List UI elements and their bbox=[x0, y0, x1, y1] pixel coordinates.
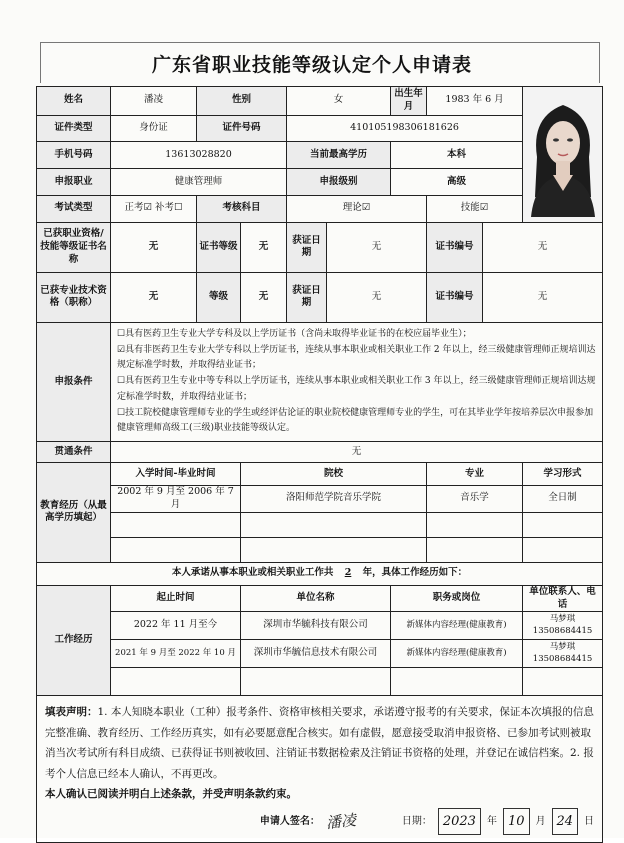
subject-label: 考核科目 bbox=[197, 195, 287, 222]
education-level-value: 本科 bbox=[391, 142, 523, 169]
declaration-body: 1. 本人知晓本职业（工种）报考条件、资格审核相关要求，承诺遵守报考的有关要求，保证本次填报的信息完整准确、教育经历、工作经历真实，如有必要愿意配合核实。如有虚假，愿意接受取消申报资格、已参加考试则被取消当次考试所有科目成绩、已获得证书则被收回、注销证书数据检索及注销证书资格的处理，并登记在诚信档案。2. 报考个人信息已经本人确认，不再更改。 bbox=[45, 706, 594, 780]
gender-label: 性别 bbox=[197, 87, 287, 116]
id-number-value: 410105198306181626 bbox=[287, 115, 523, 142]
work-cell: 马梦琪 13508684415 bbox=[523, 612, 603, 640]
sign-label: 申请人签名： bbox=[259, 815, 320, 827]
title-number-label: 证书编号 bbox=[427, 272, 483, 322]
edu-cell: 洛阳师范学院音乐学院 bbox=[241, 486, 427, 513]
exam-type-value: 正考☑ 补考☐ bbox=[111, 195, 197, 222]
phone-label: 手机号码 bbox=[37, 142, 111, 169]
applicant-photo bbox=[523, 87, 602, 222]
day-unit: 日 bbox=[584, 815, 595, 827]
work-cell: 深圳市华毓科技有限公司 bbox=[241, 612, 391, 640]
theory-check: 理论☑ bbox=[287, 195, 427, 222]
phone-value: 13613028820 bbox=[111, 142, 287, 169]
edu-header-mode: 学习形式 bbox=[523, 463, 603, 486]
work-cell: 2022 年 11 月至今 bbox=[111, 612, 241, 640]
level-label: 申报级别 bbox=[287, 169, 391, 196]
promise-text-pre: 本人承诺从事本职业或相关职业工作共 bbox=[171, 567, 334, 579]
work-cell bbox=[241, 668, 391, 696]
name-label: 姓名 bbox=[37, 87, 111, 116]
edu-cell bbox=[427, 512, 523, 537]
skill-check: 技能☑ bbox=[427, 195, 523, 222]
signature-line bbox=[45, 807, 594, 836]
cert-number-value: 无 bbox=[483, 222, 603, 272]
edu-header-school: 院校 bbox=[241, 463, 427, 486]
exam-type-label: 考试类型 bbox=[37, 195, 111, 222]
work-cell bbox=[391, 668, 523, 696]
edu-cell bbox=[111, 512, 241, 537]
work-header-period: 起止时间 bbox=[111, 585, 241, 612]
work-header-contact: 单位联系人、电话 bbox=[523, 585, 603, 612]
edu-header-period: 入学时间-毕业时间 bbox=[111, 463, 241, 486]
promise-years: 2 bbox=[344, 567, 352, 579]
photo-cell bbox=[523, 87, 603, 223]
date-label: 日期： bbox=[401, 815, 432, 827]
cert-name-value: 无 bbox=[111, 222, 197, 272]
declaration-confirm: 本人确认已阅读并明白上述条款，并受声明条款约束。 bbox=[45, 788, 297, 801]
id-type-label: 证件类型 bbox=[37, 115, 111, 142]
edu-cell bbox=[427, 537, 523, 562]
cert-level-value: 无 bbox=[241, 222, 287, 272]
edu-cell bbox=[241, 512, 427, 537]
title-date-label: 获证日期 bbox=[287, 272, 327, 322]
work-header-company: 单位名称 bbox=[241, 585, 391, 612]
edu-cell bbox=[523, 512, 603, 537]
work-label: 工作经历 bbox=[37, 585, 111, 696]
cert-name-label: 已获职业资格/技能等级证书名称 bbox=[37, 222, 111, 272]
gender-value: 女 bbox=[287, 87, 391, 116]
job-label: 申报职业 bbox=[37, 169, 111, 196]
title-level-label: 等级 bbox=[197, 272, 241, 322]
edu-cell: 全日制 bbox=[523, 486, 603, 513]
portrait-image bbox=[523, 87, 603, 217]
date-year: 2023 bbox=[438, 808, 481, 835]
id-number-label: 证件号码 bbox=[197, 115, 287, 142]
work-cell bbox=[523, 668, 603, 696]
id-type-value: 身份证 bbox=[111, 115, 197, 142]
level-value: 高级 bbox=[391, 169, 523, 196]
education-level-label: 当前最高学历 bbox=[287, 142, 391, 169]
cert-date-value: 无 bbox=[327, 222, 427, 272]
title-date-value: 无 bbox=[327, 272, 427, 322]
birth-label: 出生年月 bbox=[391, 87, 427, 116]
condition-item: ☑具有非医药卫生专业大学专科以上学历证书，连续从事本职业或相关职业工作 2 年以上，经三级健康管理师正规培训达规定标准学时数，并取得结业证书； bbox=[117, 344, 596, 371]
conditions-label: 申报条件 bbox=[37, 322, 111, 441]
promise-text-post: 年，具体工作经历如下： bbox=[362, 567, 468, 579]
condition-item: ☐具有医药卫生专业大学专科及以上学历证书（含尚未取得毕业证书的在校应届毕业生）； bbox=[117, 328, 472, 339]
date-month: 10 bbox=[503, 808, 530, 835]
edu-header-major: 专业 bbox=[427, 463, 523, 486]
date-day: 24 bbox=[552, 808, 579, 835]
month-unit: 月 bbox=[535, 815, 546, 827]
handwritten-signature: 潘凌 bbox=[324, 810, 357, 832]
title-cert-label: 已获专业技术资格（职称） bbox=[37, 272, 111, 322]
work-cell: 深圳市华毓信息技术有限公司 bbox=[241, 640, 391, 668]
edu-cell bbox=[111, 537, 241, 562]
credit-label: 贯通条件 bbox=[37, 442, 111, 463]
work-years-promise bbox=[37, 562, 603, 585]
work-cell: 新媒体内容经理(健康教育) bbox=[391, 612, 523, 640]
declaration-text bbox=[45, 702, 594, 784]
title-cert-value: 无 bbox=[111, 272, 197, 322]
education-label: 教育经历（从最高学历填起） bbox=[37, 463, 111, 563]
edu-cell: 音乐学 bbox=[427, 486, 523, 513]
work-cell: 马梦琪 13508684415 bbox=[523, 640, 603, 668]
edu-cell bbox=[241, 537, 427, 562]
credit-value: 无 bbox=[111, 442, 603, 463]
condition-item: ☐技工院校健康管理师专业的学生或经评估论证的职业院校健康管理师专业的学生，可在其毕业学年按培养层次申报参加健康管理师高级工(三级)职业技能等级认定。 bbox=[117, 407, 594, 434]
form-title: 广东省职业技能等级认定个人申请表 bbox=[151, 54, 472, 76]
conditions-list bbox=[111, 322, 603, 441]
application-table bbox=[36, 86, 603, 843]
name-value: 潘凌 bbox=[111, 87, 197, 116]
condition-item: ☐具有医药卫生专业中等专科以上学历证书，连续从事本职业或相关职业工作 3 年以上，经三级健康管理师正规培训达规定标准学时数，并取得结业证书； bbox=[117, 376, 596, 402]
declaration-block bbox=[37, 696, 603, 843]
year-unit: 年 bbox=[486, 815, 497, 827]
edu-cell: 2002 年 9 月至 2006 年 7 月 bbox=[111, 486, 241, 513]
declaration-head: 填表声明： bbox=[45, 706, 98, 719]
work-cell bbox=[111, 668, 241, 696]
title-number-value: 无 bbox=[483, 272, 603, 322]
work-header-position: 职务或岗位 bbox=[391, 585, 523, 612]
title-level-value: 无 bbox=[241, 272, 287, 322]
edu-cell bbox=[523, 537, 603, 562]
birth-value: 1983 年 6 月 bbox=[427, 87, 523, 116]
cert-date-label: 获证日期 bbox=[287, 222, 327, 272]
cert-level-label: 证书等级 bbox=[197, 222, 241, 272]
work-cell: 2021 年 9 月至 2022 年 10 月 bbox=[111, 640, 241, 668]
work-cell: 新媒体内容经理(健康教育) bbox=[391, 640, 523, 668]
job-value: 健康管理师 bbox=[111, 169, 287, 196]
cert-number-label: 证书编号 bbox=[427, 222, 483, 272]
